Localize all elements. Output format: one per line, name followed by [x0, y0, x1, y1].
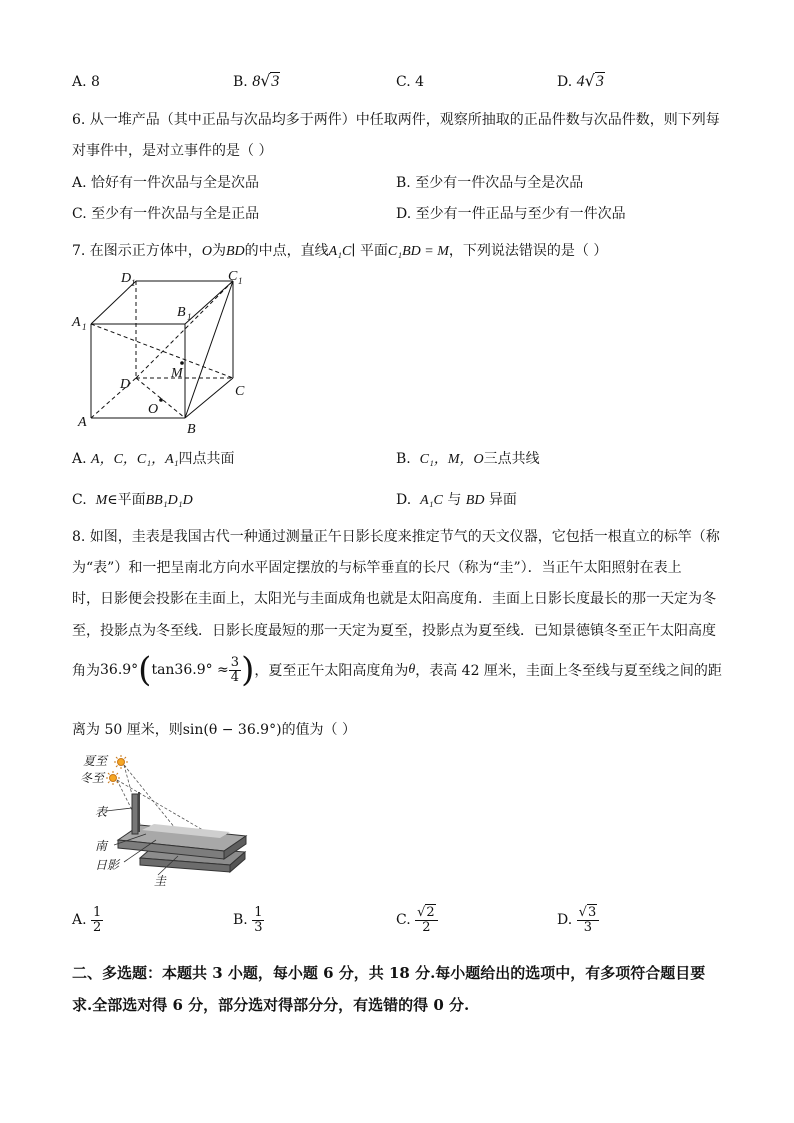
label-d: D	[120, 377, 131, 392]
label-nan: 南	[95, 839, 108, 853]
q7-option-a	[72, 448, 235, 468]
q7-option-d-line: A₁C	[420, 493, 443, 508]
label-c1-sub: 1	[238, 276, 243, 286]
q7-option-b-text: 三点共线	[483, 451, 540, 467]
q8-theta: θ	[408, 662, 416, 677]
q8-option-b-prefix: B.	[233, 912, 248, 929]
q8-option-a-den: 2	[93, 919, 102, 935]
q7-option-b-points: C₁，M，O	[419, 452, 484, 467]
q8-option-b-fraction	[252, 906, 264, 934]
paren-left: (	[138, 650, 152, 690]
q5-option-b-prefix: B.	[233, 74, 248, 90]
label-a: A	[78, 415, 87, 430]
q5-option-b-coef: 8	[252, 73, 261, 90]
q8-tan-den: 4	[230, 669, 240, 685]
edge-a1d1	[91, 281, 136, 324]
label-riying: 日影	[95, 858, 120, 872]
q8-stem-line4: 至，投影点为冬至线．日影长度最短的那一天定为夏至，投影点为夏至线．已知景德镇冬至正午太阳高度	[72, 623, 716, 639]
sqrt-icon: √	[578, 905, 587, 920]
q8-option-d-num	[577, 906, 600, 921]
q8-line6-part2: 的值为（ ）	[281, 722, 357, 738]
q7-option-c-plane: BB₁D₁D	[145, 493, 193, 508]
q8-stem-line6	[72, 719, 356, 739]
section2-line1: 二、多选题：本题共 3 小题，每小题 6 分，共 18 分.每小题给出的选项中，有多项符合题目要	[72, 964, 706, 982]
q5-option-c-text: C. 4	[396, 74, 425, 90]
q8-option-a-num: 1	[93, 905, 102, 920]
q8-option-c	[396, 906, 438, 934]
q6-option-c: C. 至少有一件次品与全是正品	[72, 206, 260, 222]
q5-option-a-text: A. 8	[72, 74, 100, 90]
q8-option-c-prefix: C.	[396, 912, 411, 929]
q8-angle: 36.9°	[100, 662, 139, 678]
label-gui: 圭	[154, 874, 167, 888]
q6-option-d: D. 至少有一件正品与至少有一件次品	[396, 206, 626, 222]
q8-option-d-prefix: D.	[557, 912, 573, 929]
q8-option-b	[233, 906, 264, 934]
q8-line5-part2: ，夏至正午太阳高度角为	[254, 663, 409, 679]
q7-option-b	[396, 448, 540, 468]
q7-option-c-text: ∈平面	[107, 492, 146, 508]
q6-option-b: B. 至少有一件次品与全是次品	[396, 175, 584, 191]
q8-option-a	[72, 906, 103, 934]
q7-point-o: O	[201, 244, 212, 259]
q5-option-a	[72, 74, 100, 90]
label-winter: 冬至	[80, 771, 105, 785]
label-o: O	[148, 402, 159, 417]
q8-option-d-den: 3	[583, 919, 593, 935]
q7-stem	[72, 240, 607, 260]
segment-a1c	[91, 324, 233, 378]
label-b1: B	[177, 305, 186, 320]
q8-option-c-fraction	[415, 906, 438, 934]
label-m: M	[171, 366, 183, 381]
section2-line2: 求.全部选对得 6 分，部分选对得部分分，有选错的得 0 分.	[72, 996, 470, 1014]
q8-option-c-radicand: 2	[426, 905, 435, 920]
q8-tan-expr: tan36.9° ≈	[151, 662, 229, 678]
q8-stem-line2: 为“表”）和一把呈南北方向水平固定摆放的与标竿垂直的长尺（称为“圭”）．当正午太阳照射在表上	[72, 560, 682, 576]
q7-option-d	[396, 489, 517, 509]
q7-stem-part5: ，下列说法错误的是（ ）	[448, 243, 608, 259]
point-o-dot	[159, 398, 163, 402]
paren-right: )	[241, 650, 255, 690]
q8-stem-line3: 时，日影便会投影在圭面上，太阳光与圭面成角也就是太阳高度角．圭面上日影长度最长的那一天定为冬	[72, 591, 716, 607]
q7-plane-expr: C₁BD = M	[387, 244, 449, 259]
q8-option-c-num	[415, 906, 438, 921]
label-summer: 夏至	[83, 754, 108, 768]
q8-stem-line1: 8. 如图，圭表是我国古代一种通过测量正午日影长度来推定节气的天文仪器，它包括一根直立的标竿（称	[72, 529, 720, 545]
q8-line5-part3: ，表高 42 厘米，圭面上冬至线与夏至线之间的距	[415, 663, 722, 679]
point-m-dot	[180, 361, 184, 365]
q5-option-c	[396, 74, 424, 90]
q5-option-d-radicand: 3	[595, 73, 604, 90]
q8-tan-fraction	[229, 656, 241, 684]
q7-option-d-bd: BD	[465, 493, 485, 508]
q7-option-d-prefix: D.	[396, 492, 412, 508]
segment-db	[136, 378, 185, 418]
q7-option-d-text2: 异面	[488, 492, 517, 508]
q8-line6-part1: 离为 50 厘米，则	[72, 722, 183, 738]
q8-option-a-fraction	[91, 906, 103, 934]
q7-stem-part2: 为	[211, 243, 226, 259]
label-d1-sub: 1	[131, 278, 136, 288]
sqrt-icon: √	[584, 71, 595, 90]
label-biao: 表	[95, 805, 108, 819]
label-d1: D	[121, 271, 132, 286]
q5-option-d-coef: 4	[576, 73, 585, 90]
q7-option-b-prefix: B.	[396, 451, 411, 467]
q8-option-c-den: 2	[422, 919, 431, 935]
sqrt-icon: √	[260, 71, 271, 90]
q5-option-d-prefix: D.	[557, 74, 573, 90]
q6-option-a: A. 恰好有一件次品与全是次品	[72, 175, 260, 191]
q8-tan-num: 3	[230, 654, 240, 670]
q8-option-d	[557, 906, 599, 934]
q7-option-c	[72, 489, 193, 509]
q7-stem-part1: 7. 在图示正方体中，	[72, 243, 202, 259]
q7-segment-bd: BD	[225, 244, 245, 259]
label-a1: A	[72, 315, 81, 330]
label-b1-sub: 1	[187, 312, 192, 322]
q5-option-b	[233, 71, 280, 91]
q8-line5-part1: 角为	[72, 663, 100, 679]
q7-option-c-prefix: C.	[72, 492, 87, 508]
q6-stem-line2: 对事件中，是对立事件的是（ ）	[72, 143, 273, 159]
q5-option-b-radicand: 3	[271, 73, 280, 90]
label-b: B	[187, 422, 196, 437]
q7-line-a1c: A₁C	[328, 244, 352, 259]
q7-stem-part4: ∣ 平面	[351, 243, 388, 259]
q8-option-b-den: 3	[254, 919, 263, 935]
sun-icon	[106, 771, 120, 785]
q8-sin-expr: sin(θ − 36.9°)	[182, 722, 282, 738]
cube-figure	[70, 266, 260, 438]
q8-option-d-fraction	[577, 906, 600, 934]
q7-option-d-text1: 与	[447, 492, 462, 508]
label-c: C	[235, 384, 245, 399]
q7-option-a-prefix: A.	[72, 451, 87, 467]
guibiao-figure	[80, 748, 260, 890]
q8-stem-line5	[72, 650, 722, 690]
label-c1: C	[228, 269, 238, 284]
q7-option-c-point: M	[95, 493, 108, 508]
biao-pole	[132, 792, 140, 834]
q8-option-d-radicand: 3	[587, 905, 597, 920]
q8-option-a-prefix: A.	[72, 912, 87, 929]
pointer-biao	[106, 808, 132, 811]
q6-stem-line1: 6. 从一堆产品（其中正品与次品均多于两件）中任取两件，观察所抽取的正品件数与次品件数，则下列每	[72, 112, 720, 128]
q7-option-a-points: A，C，C₁，A₁	[91, 452, 179, 467]
q5-option-d	[557, 71, 605, 91]
label-a1-sub: 1	[82, 322, 87, 332]
sqrt-icon: √	[417, 905, 426, 920]
q8-option-b-num: 1	[254, 905, 263, 920]
q7-stem-part3: 的中点，直线	[244, 243, 329, 259]
q7-option-a-text: 四点共面	[178, 451, 235, 467]
